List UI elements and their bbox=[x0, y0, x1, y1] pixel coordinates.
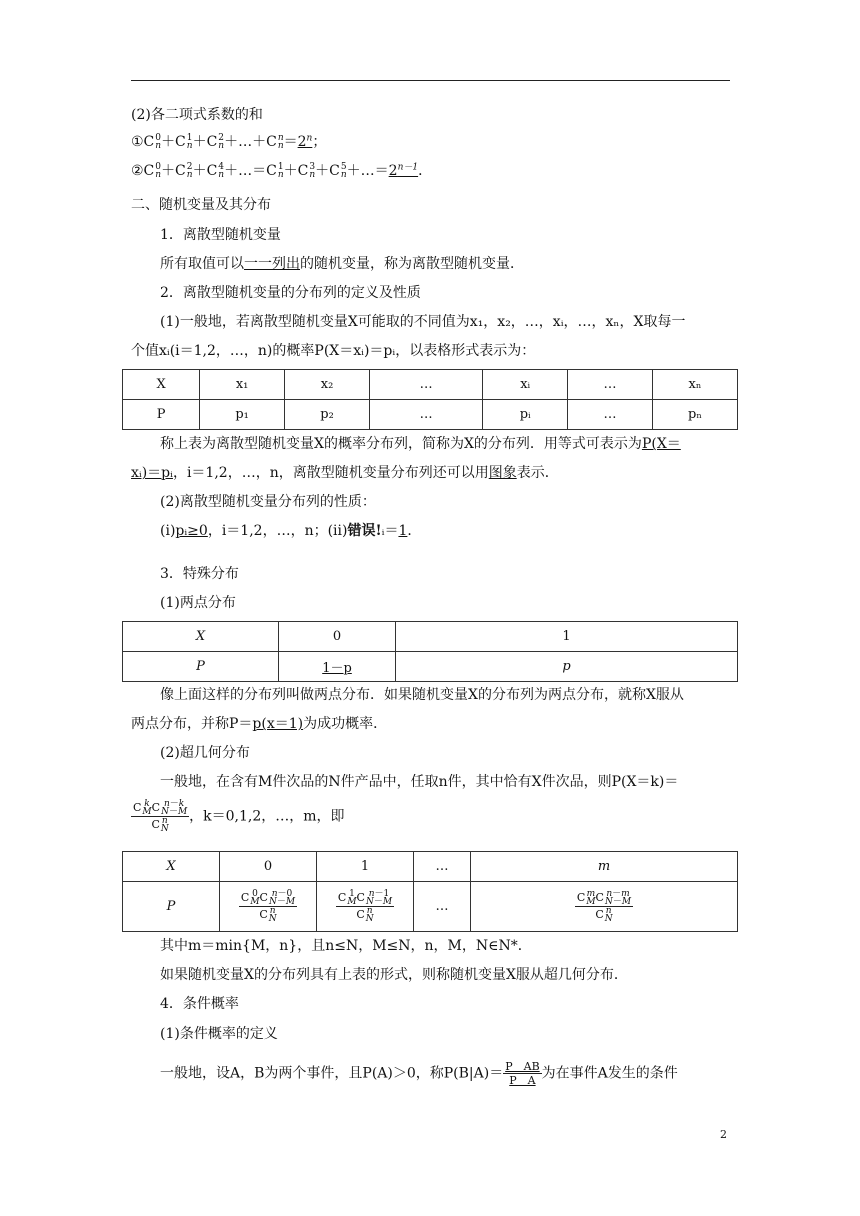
table-cell: p₂ bbox=[285, 400, 370, 430]
hypergeometric-table bbox=[122, 851, 738, 932]
two-point-heading: (1)两点分布 bbox=[160, 595, 236, 611]
table-cell: pᵢ bbox=[483, 400, 568, 430]
hypergeometric-heading: (2)超几何分布 bbox=[160, 745, 250, 761]
table-cell: X bbox=[123, 370, 200, 400]
distribution-description-2: xᵢ)＝pᵢ，i＝1,2，…，n，离散型随机变量分布列还可以用图象表示． bbox=[131, 465, 559, 481]
table-cell: C 1 M C n－1 N－M C n N bbox=[317, 882, 414, 932]
two-point-description-1: 像上面这样的分布列叫做两点分布．如果随机变量X的分布列为两点分布，就称X服从 bbox=[160, 687, 684, 703]
properties-heading: (2)离散型随机变量分布列的性质： bbox=[160, 494, 376, 510]
header-rule bbox=[131, 80, 730, 81]
properties-formula: (ⅰ)pᵢ≥0，i＝1,2，…，n；(ⅱ)错误!ᵢ＝1． bbox=[160, 523, 422, 539]
subsection-distribution-definition: 2．离散型随机变量的分布列的定义及性质 bbox=[160, 285, 421, 301]
table-cell: 0 bbox=[279, 622, 396, 652]
table-row bbox=[123, 622, 738, 652]
table-cell: C m M C n－m N－M C n N bbox=[471, 882, 738, 932]
table-cell: x₂ bbox=[285, 370, 370, 400]
table-cell: 0 bbox=[220, 852, 317, 882]
binomial-sum-formula-1: ①C 0 n ＋C 1 n ＋C 2 n ＋…＋C n n $=2^n$； bbox=[131, 133, 327, 151]
subsection-special-distributions: 3．特殊分布 bbox=[160, 566, 239, 582]
table-cell: p bbox=[396, 652, 738, 682]
definition-line-1: (1)一般地，若离散型随机变量X可能取的不同值为x₁，x₂，…，xᵢ，…，xₙ，X取每一 bbox=[160, 314, 686, 330]
table-cell: xₙ bbox=[652, 370, 737, 400]
table-row bbox=[123, 370, 738, 400]
table-cell: p₁ bbox=[200, 400, 285, 430]
table-cell: C 0 M C n－0 N－M C n N bbox=[220, 882, 317, 932]
section-random-variables: 二、随机变量及其分布 bbox=[131, 197, 271, 213]
binomial-sum-heading: (2)各二项式系数的和 bbox=[131, 107, 263, 123]
hypergeometric-fraction: C k M C n－k N－M C n N bbox=[133, 799, 188, 834]
table-cell: … bbox=[568, 400, 653, 430]
page-number: 2 bbox=[720, 1128, 727, 1141]
table-cell: P bbox=[123, 652, 279, 682]
table-row bbox=[123, 400, 738, 430]
table-cell: X bbox=[123, 622, 279, 652]
table-cell: xᵢ bbox=[483, 370, 568, 400]
hypergeometric-formula: C k M C n－k N－M C n N ，k＝0,1,2，…，m，即 bbox=[133, 799, 345, 834]
hypergeometric-description-1: 一般地，在含有M件次品的N件产品中，任取n件，其中恰有X件次品，则P(X＝k)＝ bbox=[160, 774, 679, 790]
table-cell: P bbox=[123, 400, 200, 430]
table-cell: 1 bbox=[317, 852, 414, 882]
hypergeometric-conclusion: 如果随机变量X的分布列具有上表的形式，则称随机变量X服从超几何分布． bbox=[160, 967, 628, 983]
table-cell: … bbox=[414, 852, 471, 882]
table-cell: P bbox=[123, 882, 220, 932]
table-cell: 1 bbox=[396, 622, 738, 652]
table-cell: … bbox=[568, 370, 653, 400]
table-cell: pₙ bbox=[652, 400, 737, 430]
table-cell: … bbox=[414, 882, 471, 932]
conditional-fraction: $\frac{\text{P AB}}{\text{P A}}$ bbox=[505, 1060, 540, 1087]
discrete-rv-definition: 所有取值可以一一列出的随机变量，称为离散型随机变量． bbox=[160, 256, 524, 272]
distribution-table bbox=[122, 369, 738, 430]
table-cell: x₁ bbox=[200, 370, 285, 400]
hypergeometric-note: 其中m＝min{M，n}，且n≤N，M≤N，n，M，N∈N*． bbox=[160, 938, 532, 954]
two-point-description-2: 两点分布，并称P＝p(x＝1)为成功概率． bbox=[131, 716, 388, 732]
table-cell: … bbox=[370, 400, 483, 430]
conditional-definition-text: 一般地，设A，B为两个事件，且P(A)＞0，称P(B|A)＝ $\frac{\text{P AB}}{\text{P A}}$ 为在事件A发生的条件 bbox=[160, 1060, 678, 1087]
table-cell: … bbox=[370, 370, 483, 400]
table-cell: 1－p bbox=[279, 652, 396, 682]
two-point-table bbox=[122, 621, 738, 682]
distribution-description-1: 称上表为离散型随机变量X的概率分布列，简称为X的分布列．用等式可表示为P(X＝ bbox=[160, 436, 681, 452]
subsection-discrete-rv: 1．离散型随机变量 bbox=[160, 227, 281, 243]
definition-line-2: 个值xᵢ(i＝1,2，…，n)的概率P(X＝xᵢ)＝pᵢ，以表格形式表示为： bbox=[131, 343, 536, 359]
table-row bbox=[123, 652, 738, 682]
table-cell: X bbox=[123, 852, 220, 882]
subsection-conditional-probability: 4．条件概率 bbox=[160, 996, 239, 1012]
table-row bbox=[123, 852, 738, 882]
table-cell: m bbox=[471, 852, 738, 882]
conditional-definition-heading: (1)条件概率的定义 bbox=[160, 1026, 278, 1042]
binomial-sum-formula-2: ②C 0 n ＋C 2 n ＋C 4 n ＋…＝C 1 n ＋C 3 n ＋C 5 n $+\dots=2^{n-1}$． bbox=[131, 162, 433, 180]
table-row bbox=[123, 882, 738, 932]
